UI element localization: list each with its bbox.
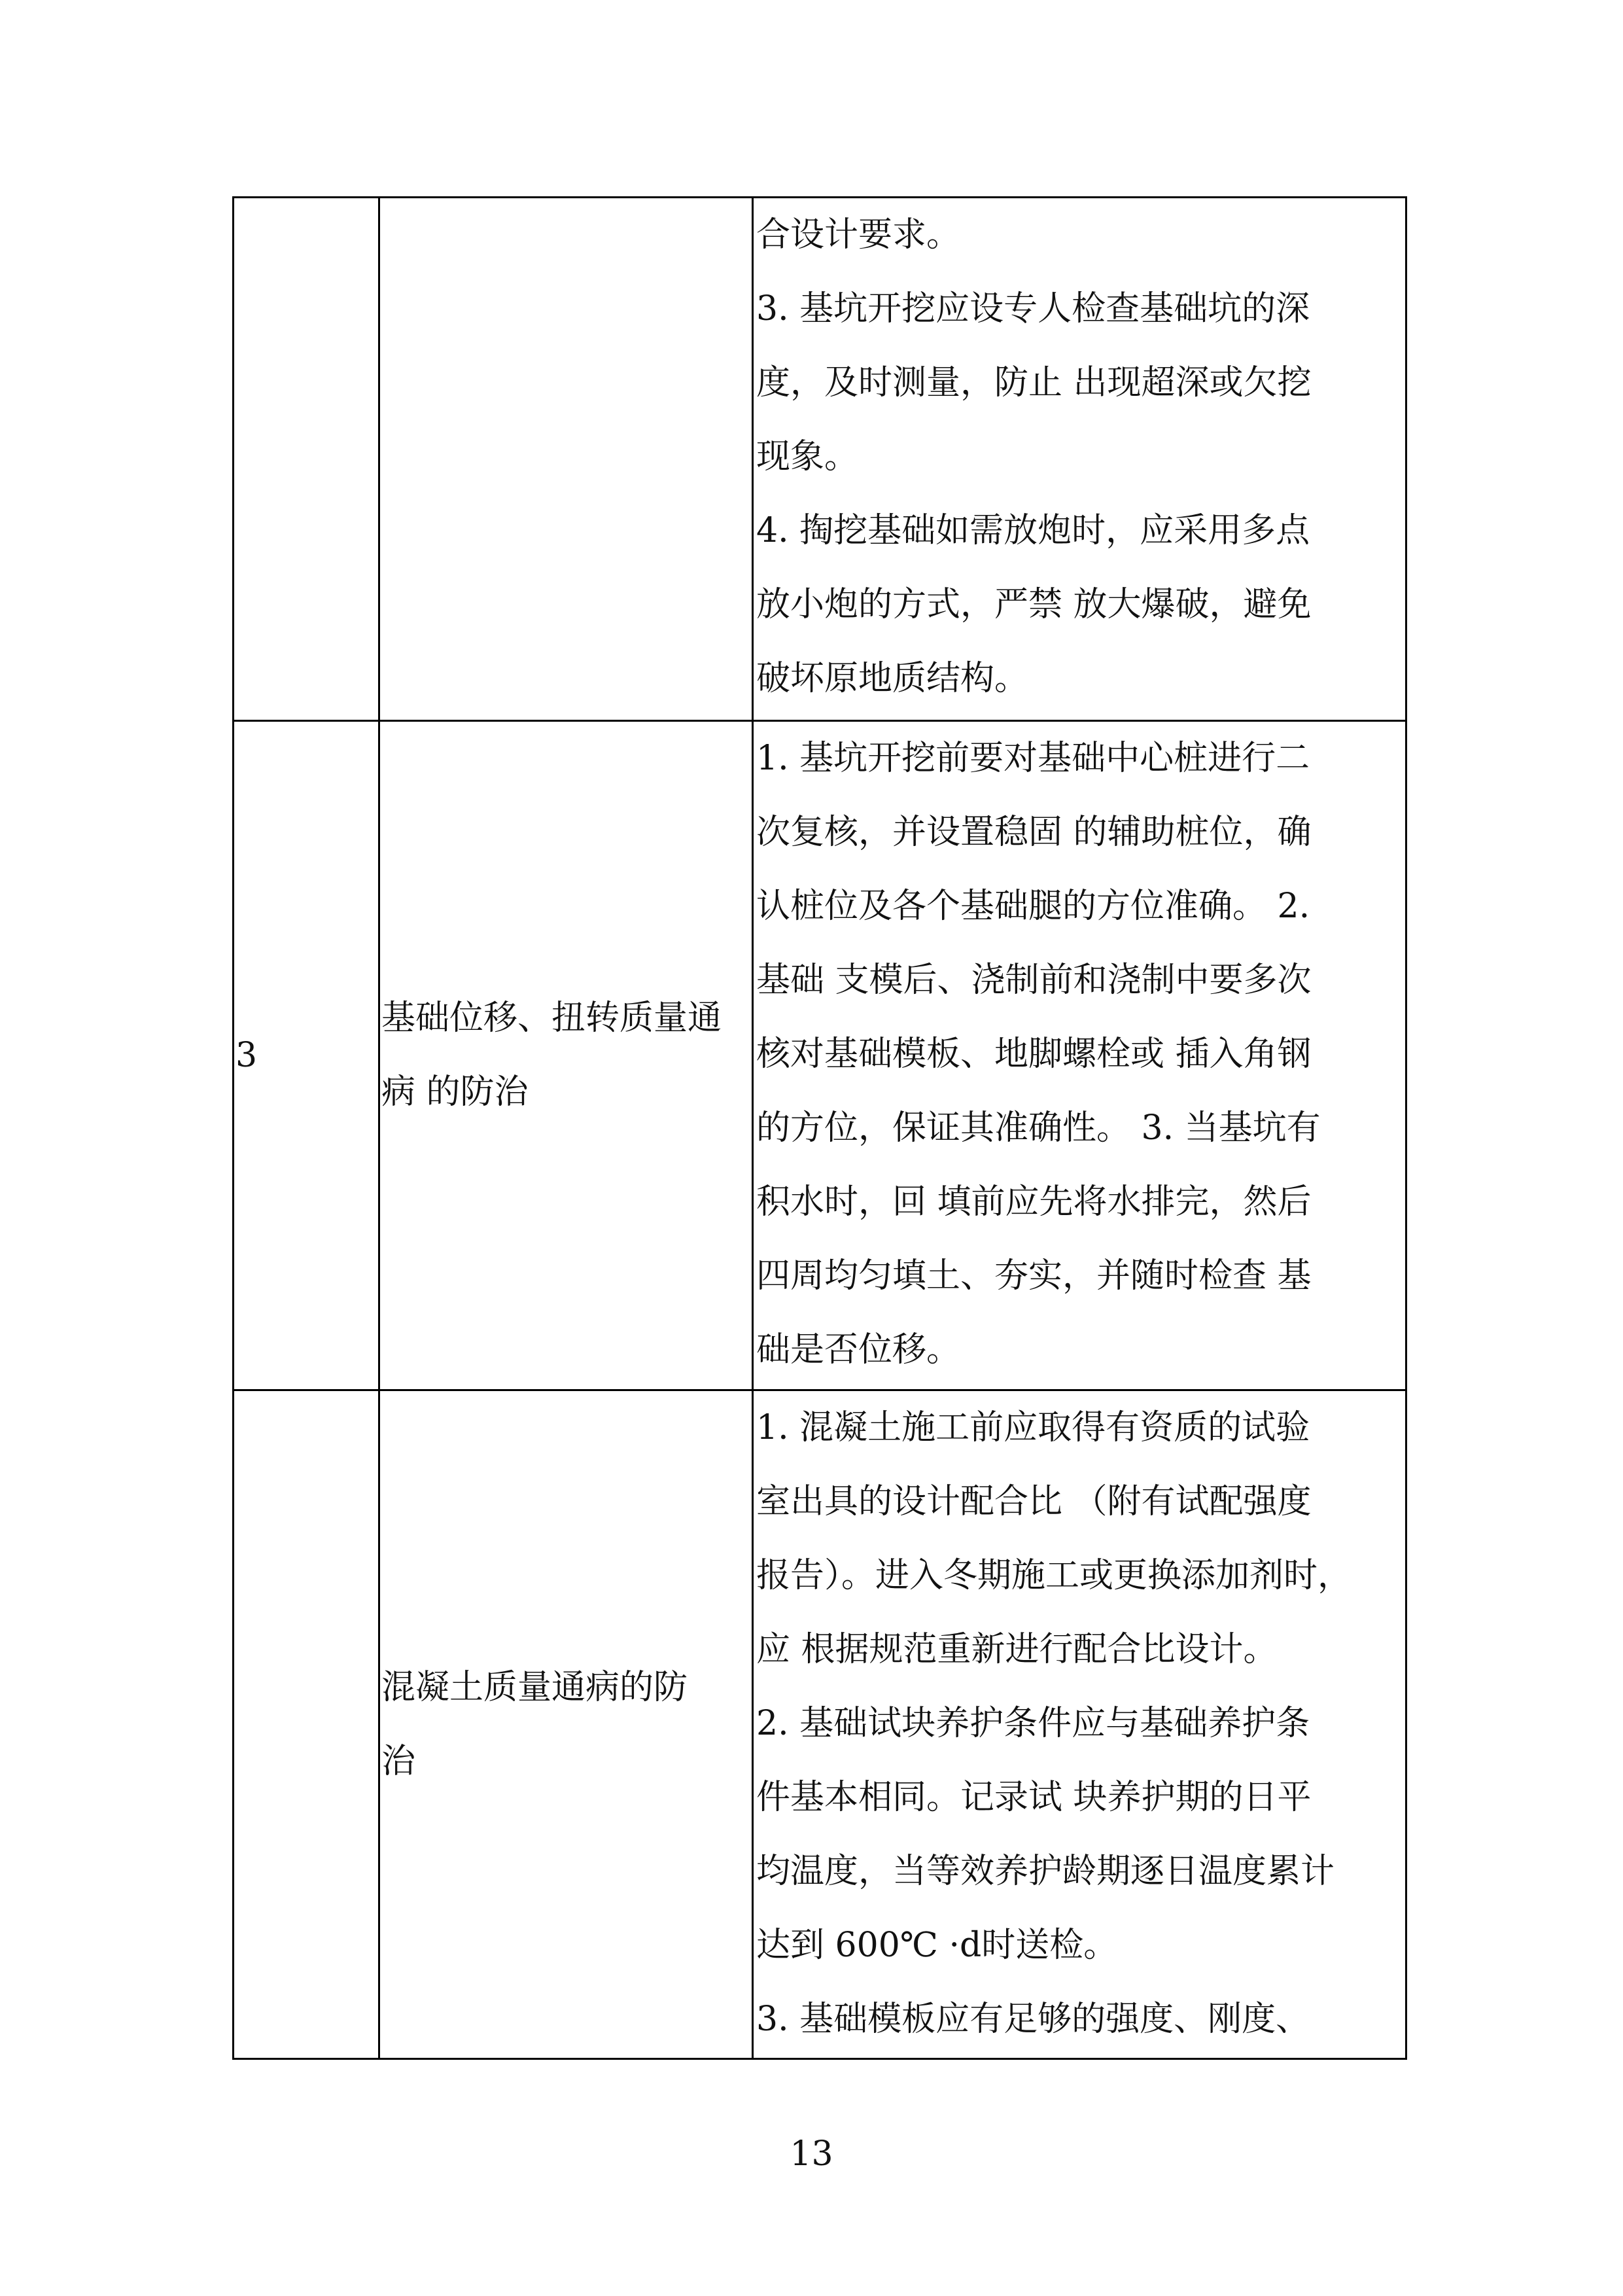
row-measures-cell — [753, 198, 1406, 721]
row-number-cell — [234, 198, 379, 721]
table-row — [234, 1390, 1406, 2059]
measure-line: 认桩位及各个基础腿的方位准确。 2. — [756, 887, 1310, 926]
row-number: 3 — [236, 1035, 258, 1075]
measure-line: 核对基础模板、地脚螺栓或 插入角钢 — [756, 1034, 1312, 1074]
row-title-line: 病 的防治 — [381, 1072, 529, 1112]
row-number-cell — [234, 721, 379, 1390]
measure-line: 报告）。进入冬期施工或更换添加剂时， — [756, 1556, 1352, 1595]
measure-line: 4. 掏挖基础如需放炮时，应采用多点 — [756, 511, 1310, 550]
row-title-cell — [379, 198, 753, 721]
row-measures-cell — [753, 1390, 1406, 2059]
measure-line: 的方位，保证其准确性。 3. 当基坑有 — [756, 1108, 1321, 1148]
measure-line: 室出具的设计配合比 （附有试配强度 — [756, 1482, 1312, 1521]
row-title-line: 基础位移、扭转质量通 — [381, 998, 722, 1038]
measure-line: 基础 支模后、浇制前和浇制中要多次 — [756, 961, 1312, 1000]
row-title-line: 治 — [381, 1741, 416, 1781]
page-number: 13 — [790, 2134, 833, 2174]
measure-line: 破坏原地质结构。 — [756, 659, 1029, 698]
row-number-cell — [234, 1390, 379, 2059]
row-title-cell — [379, 721, 753, 1390]
row-title-cell — [379, 1390, 753, 2059]
measure-line: 2. 基础试块养护条件应与基础养护条 — [756, 1704, 1310, 1743]
measure-line: 度，及时测量，防止 出现超深或欠挖 — [756, 363, 1312, 402]
measure-line: 放小炮的方式，严禁 放大爆破，避免 — [756, 585, 1312, 624]
row-measures-cell — [753, 721, 1406, 1390]
measure-line: 次复核，并设置稳固 的辅助桩位，确 — [756, 813, 1312, 852]
measure-line: 均温度，当等效养护龄期逐日温度累计 — [756, 1852, 1335, 1891]
measure-line: 3. 基础模板应有足够的强度、刚度、 — [756, 2000, 1310, 2039]
table-row — [234, 721, 1406, 1390]
row-title-line: 混凝土质量通病的防 — [381, 1667, 688, 1707]
measure-line: 积水时，回 填前应先将水排完，然后 — [756, 1182, 1312, 1222]
measure-line: 础是否位移。 — [756, 1330, 961, 1369]
measure-line: 合设计要求。 — [756, 215, 961, 255]
table-row — [234, 198, 1406, 721]
measure-line: 1. 基坑开挖前要对基础中心桩进行二 — [756, 739, 1310, 778]
measure-line: 现象。 — [756, 437, 859, 476]
measure-line: 1. 混凝土施工前应取得有资质的试验 — [756, 1408, 1310, 1447]
measure-line: 达到 600℃ ·d时送检。 — [756, 1926, 1118, 1965]
quality-measures-table — [232, 196, 1407, 2060]
measure-line: 3. 基坑开挖应设专人检查基础坑的深 — [756, 289, 1310, 328]
measure-line: 应 根据规范重新进行配合比设计。 — [756, 1630, 1278, 1669]
measure-line: 四周均匀填土、夯实，并随时检查 基 — [756, 1256, 1312, 1296]
measure-line: 件基本相同。记录试 块养护期的日平 — [756, 1778, 1312, 1817]
